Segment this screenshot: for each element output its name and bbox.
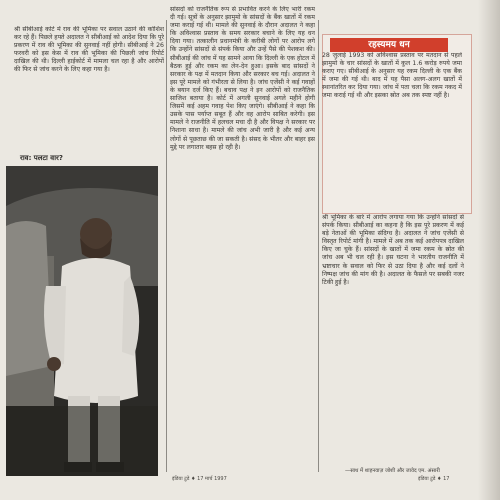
photo-caption: राव: पलटा वार? [20, 154, 63, 162]
sidebar-text: 28 जुलाई 1993 को अविश्वास प्रस्ताव पर मतदान से पहले झामुमो के चार सांसदों के खातों में कुल 1.6 करोड़ रुपये जमा कराए गए। सीबीआई के अनुसार यह रकम दिल्ली के एक बैंक में जमा की गई थी। बाद में यह पैसा अलग-अलग खातों में स्थानांतरित कर दिया गया। जांच में पता चला कि रकम नकद में जमा कराई गई थी और इसका स्रोत अब तक स्पष्ट नहीं है। [322, 52, 462, 100]
article-column-1 [14, 26, 164, 152]
column-3-text: श्री भूमिका के बारे में आरोप लगाया गया कि उन्होंने सांसदों से संपर्क किया। सीबीआई का कहना है कि इस पूरे प्रकरण में कई बड़े नेताओं की भूमिका संदिग्ध है। अदालत ने जांच एजेंसी से विस्तृत रिपोर्ट मांगी है। मामले में अब तक कई आरोपपत्र दाखिल किए जा चुके हैं। सांसदों के खातों में जमा रकम के स्रोत की जांच अब भी चल रही है। इस घटना ने भारतीय राजनीति में भ्रष्टाचार के सवाल को फिर से उठा दिया है और कई दलों ने निष्पक्ष जांच की मांग की है। अदालत के फैसले पर सबकी नजर टिकी हुई है। [322, 214, 464, 286]
reporter-credit: —साथ में शाहनवाज़ जोशी और जावेद एम. अंसारी [345, 468, 440, 474]
photo-narasimha-rao [6, 166, 158, 476]
article-column-2 [170, 6, 315, 471]
article-column-3 [322, 214, 464, 472]
column-divider [318, 20, 319, 472]
page-footer-left: इंडिया टुडे ♦ 17 मार्च 1997 [172, 476, 227, 482]
page-edge-shadow [478, 0, 500, 500]
sidebar-box-title: रहस्यमय धन [330, 38, 448, 52]
column-1-text: श्री सीबीआई कोर्ट में राव की भूमिका पर सवाल उठाने की कोशिश कर रहे हैं। पिछले हफ्ते अदालत ने सीबीआई को आदेश दिया कि पूरे प्रकरण में राव की भूमिका की सुनवाई नहीं होगी। सीबीआई ने 26 फरवरी को इस केस में राव की भूमिका की पिछली जांच रिपोर्ट दाखिल की थी। दिल्ली हाईकोर्ट में मामला चल रहा है और आरोपों की फिर से जांच करने के लिए कहा गया है। [14, 26, 164, 74]
photo-illustration [6, 166, 158, 476]
column-divider [166, 20, 167, 472]
page-footer-right: इंडिया टुडे ♦ 17 [418, 476, 450, 482]
sidebar-box-text [322, 52, 462, 207]
column-2-text: सांसदों को राजनैतिक रूप से प्रभावित करने के लिए भारी रकम दी गई। सूत्रों के अनुसार झामुमो के सांसदों के बैंक खातों में रकम जमा कराई गई थी। मामले की सुनवाई के दौरान अदालत ने कहा कि अविश्वास प्रस्ताव के समय सरकार बचाने के लिए यह धन दिया गया। तत्कालीन प्रधानमंत्री के करीबी लोगों पर आरोप लगे कि उन्होंने सांसदों से संपर्क किया और उन्हें पैसे की पेशकश की। सीबीआई की जांच में यह सामने आया कि दिल्ली के एक होटल में बैठक हुई और रकम का लेन-देन हुआ। इसके बाद सांसदों ने सरकार के पक्ष में मतदान किया और सरकार बच गई। अदालत ने इस पूरे मामले को गंभीरता से लिया है। जांच एजेंसी ने कई गवाहों के बयान दर्ज किए हैं। बचाव पक्ष ने इन आरोपों को राजनैतिक साजिश बताया है। कोर्ट में अगली सुनवाई अगले महीने होगी जिसमें कई अहम गवाह पेश किए जाएंगे। सीबीआई ने कहा कि उसके पास पर्याप्त सबूत हैं और वह आरोप साबित करेगी। इस मामले ने राजनीति में हलचल मचा दी है और विपक्ष ने सरकार पर निशाना साधा है। मामले की जांच अभी जारी है और कई अन्य लोगों से पूछताछ की जा सकती है। संसद के भीतर और बाहर इस मुद्दे पर लगातार बहस हो रही है। [170, 6, 315, 151]
